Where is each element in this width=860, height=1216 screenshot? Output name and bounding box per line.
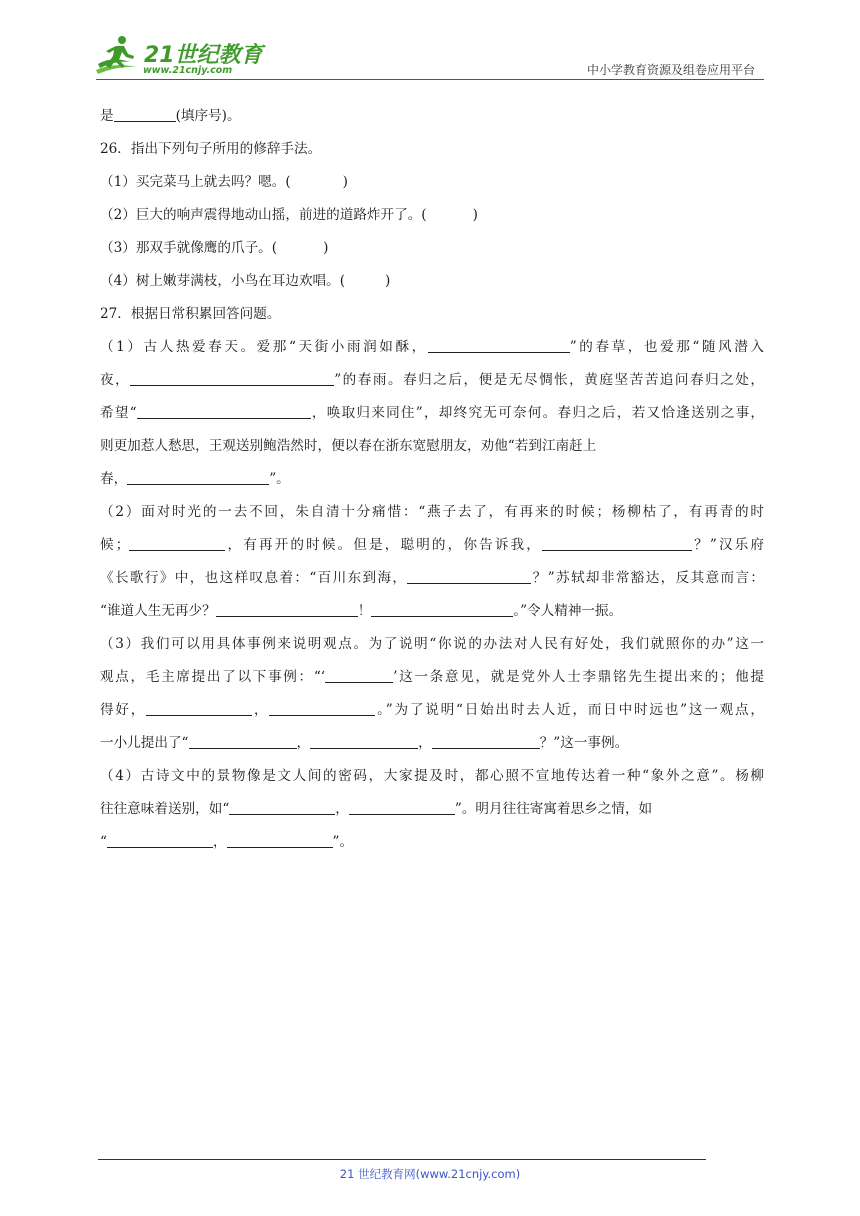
text-line: 候； ，有再开的时候。但是，聪明的，你告诉我， ？”汉乐府 [100, 537, 765, 553]
text-line: 往往意味着送别，如“ ， ”。明月往往寄寓着思乡之情，如 [100, 801, 653, 817]
answer-blank[interactable] [127, 470, 269, 485]
footer-link[interactable]: 21 世纪教育网(www.21cnjy.com) [339, 1167, 521, 1181]
text-line: （3）我们可以用具体事例来说明观点。为了说明“你说的办法对人民有好处，我们就照你的办”这一 [100, 636, 764, 652]
text-line: 希望“ ，唤取归来同住”，却终究无可奈何。春归之后，若又恰逢送别之事， [100, 405, 765, 421]
header-slogan: 中小学教育资源及组卷应用平台 [586, 63, 755, 77]
answer-blank[interactable] [428, 338, 570, 353]
text-line: “谁道人生无再少？ ！ 。”令人精神一振。 [100, 603, 623, 619]
text-line: （2）面对时光的一去不回，朱自清十分痛惜：“燕子去了，有再来的时候；杨柳枯了，有再青的时 [100, 504, 764, 520]
text-line: 春， ”。 [100, 471, 290, 487]
answer-blank[interactable] [432, 734, 540, 749]
site-logo[interactable] [94, 34, 264, 78]
answer-blank[interactable] [216, 602, 358, 617]
text-line: 观点，毛主席提出了以下事例：“‘ ’这一条意见，就是党外人士李鼎铭先生提出来的；他提 [100, 669, 764, 685]
text-line: （1）古人热爱春天。爱那“天街小雨润如酥， ”的春草，也爱那“随风潜入 [100, 339, 764, 355]
text-line: 得好， ， 。”为了说明“日始出时去人近，而日中时远也”这一观点， [100, 702, 765, 718]
answer-blank[interactable] [107, 833, 213, 848]
question-26-item-2: （2）巨大的响声震得地动山摇，前进的道路炸开了。( ) [100, 207, 478, 223]
answer-blank[interactable] [349, 800, 455, 815]
answer-blank[interactable] [146, 701, 252, 716]
answer-blank[interactable] [189, 734, 297, 749]
answer-blank[interactable] [137, 404, 311, 419]
runner-logo-icon [94, 34, 144, 78]
answer-blank[interactable] [129, 536, 225, 551]
question-26-item-3: （3）那双手就像鹰的爪子。( ) [100, 240, 329, 256]
text-line: 一小儿提出了“ ， ， ？”这一事例。 [100, 735, 629, 751]
document-body [100, 100, 764, 859]
answer-blank[interactable] [542, 536, 692, 551]
answer-blank[interactable] [229, 800, 335, 815]
text-line: “ ， ”。 [100, 834, 354, 850]
question-26-item-4: （4）树上嫩芽满枝，小鸟在耳边欢唱。( ) [100, 273, 391, 289]
logo-text: 21世纪教育 [144, 43, 263, 68]
question-26-item-1: （1）买完菜马上就去吗？嗯。( ) [100, 174, 348, 190]
answer-blank[interactable] [130, 371, 334, 386]
answer-blank[interactable] [371, 602, 513, 617]
answer-blank[interactable] [227, 833, 333, 848]
answer-blank[interactable] [114, 107, 176, 122]
logo-url: www.21cnjy.com [143, 65, 233, 76]
page-header [0, 0, 860, 86]
question-26-title: 26．指出下列句子所用的修辞手法。 [100, 141, 322, 157]
answer-blank[interactable] [269, 701, 375, 716]
answer-blank[interactable] [325, 668, 393, 683]
text-line: 《长歌行》中，也这样叹息着：“百川东到海， ？”苏轼却非常豁达，反其意而言： [100, 570, 765, 586]
text-line: 则更加惹人愁思，王观送别鲍浩然时，便以春在浙东宽慰朋友，劝他“若到江南赶上 [100, 438, 597, 454]
answer-blank[interactable] [407, 569, 531, 584]
text-line: 夜， ”的春雨。春归之后，便是无尽惆怅，黄庭坚苦苦追问春归之处， [100, 372, 764, 388]
header-divider [96, 79, 764, 80]
text-line: （4）古诗文中的景物像是文人间的密码，大家提及时，都心照不宣地传达着一种“象外之意”。杨柳 [100, 768, 764, 784]
footer-divider [98, 1159, 706, 1160]
question-27-title: 27．根据日常积累回答问题。 [100, 306, 281, 322]
answer-blank[interactable] [310, 734, 418, 749]
text-line: 是 (填序号)。 [100, 108, 241, 124]
